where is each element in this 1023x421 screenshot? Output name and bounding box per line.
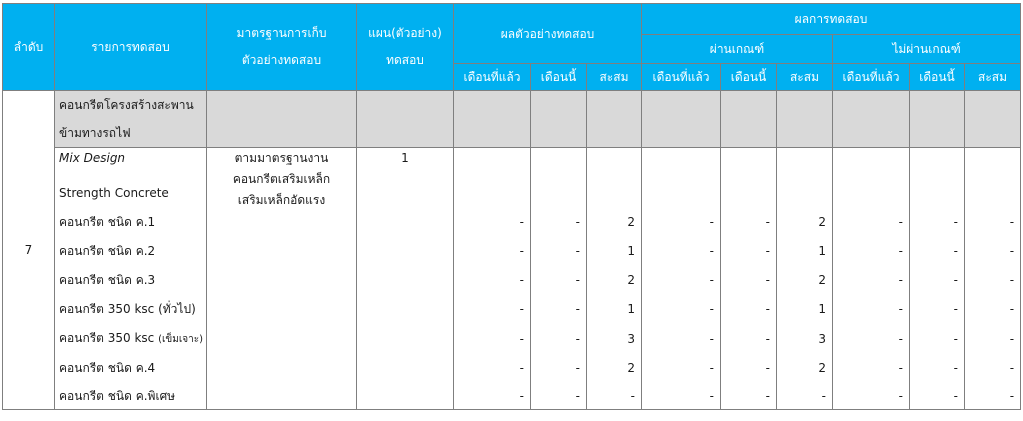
pass-this-month: -	[721, 324, 777, 354]
fail-this-month: -	[910, 324, 965, 354]
fail-prev-month: -	[833, 237, 910, 266]
row-name: คอนกรีต ชนิด ค.2	[55, 237, 207, 266]
header-fail-this-month: เดือนนี้	[910, 64, 965, 91]
fail-cumulative: -	[965, 208, 1021, 237]
category-label-line2: ข้ามทางรถไฟ	[59, 126, 131, 140]
fail-cumulative: -	[965, 324, 1021, 354]
row-name: คอนกรีต ชนิด ค.1	[55, 208, 207, 237]
samples-cumulative: -	[587, 383, 642, 410]
pass-this-month: -	[721, 295, 777, 324]
samples-cumulative: 2	[587, 208, 642, 237]
fail-cumulative: -	[965, 354, 1021, 383]
header-plan-line1: แผน(ตัวอย่าง)	[368, 26, 442, 40]
fail-prev-month: -	[833, 354, 910, 383]
fail-prev-month: -	[833, 383, 910, 410]
header-item: รายการทดสอบ	[55, 4, 207, 91]
row-name-suffix: (เข็มเจาะ)	[158, 334, 204, 345]
table-cell	[642, 169, 721, 179]
fail-this-month: -	[910, 295, 965, 324]
header-pass-cumulative: สะสม	[777, 64, 833, 91]
samples-prev-month: -	[454, 383, 531, 410]
category-label	[55, 91, 207, 148]
category-cell	[721, 91, 777, 148]
table-cell	[721, 148, 777, 170]
samples-prev-month: -	[454, 208, 531, 237]
samples-this-month: -	[531, 208, 587, 237]
header-samples-cumulative: สะสม	[587, 64, 642, 91]
table-row	[3, 383, 1021, 410]
table-cell	[777, 169, 833, 179]
pass-this-month: -	[721, 237, 777, 266]
pass-prev-month: -	[642, 383, 721, 410]
header-fail-prev-month: เดือนที่แล้ว	[833, 64, 910, 91]
table-cell	[910, 148, 965, 170]
samples-this-month: -	[531, 354, 587, 383]
table-cell	[833, 169, 910, 179]
category-cell	[454, 91, 531, 148]
table-cell	[587, 169, 642, 179]
pass-cumulative: 2	[777, 208, 833, 237]
table-cell	[454, 169, 531, 179]
table-cell	[531, 148, 587, 170]
samples-this-month: -	[531, 237, 587, 266]
category-cell	[357, 91, 454, 148]
fail-prev-month: -	[833, 208, 910, 237]
pass-prev-month: -	[642, 354, 721, 383]
row-name-main: คอนกรีต 350 ksc	[59, 331, 155, 345]
pass-cumulative: 1	[777, 237, 833, 266]
pass-this-month: -	[721, 354, 777, 383]
category-row	[3, 91, 1021, 148]
category-cell	[777, 91, 833, 148]
row-name: คอนกรีต ชนิด ค.3	[55, 266, 207, 295]
category-label-line1: คอนกรีตโครงสร้างสะพาน	[59, 98, 194, 112]
row-name: คอนกรีต ชนิด ค.พิเศษ	[55, 383, 207, 410]
samples-cumulative: 3	[587, 324, 642, 354]
fail-this-month: -	[910, 383, 965, 410]
table-cell	[531, 179, 587, 208]
table-row	[3, 354, 1021, 383]
category-cell	[587, 91, 642, 148]
header-samples-this-month: เดือนนี้	[531, 64, 587, 91]
header-pass: ผ่านเกณฑ์	[642, 35, 833, 64]
fail-this-month: -	[910, 208, 965, 237]
header-seq: ลำดับ	[3, 4, 55, 91]
table-cell	[777, 179, 833, 208]
table-cell	[910, 169, 965, 179]
category-cell	[833, 91, 910, 148]
table-row	[3, 179, 1021, 208]
table-cell	[833, 148, 910, 170]
mix-design-label: Mix Design	[55, 148, 207, 170]
fail-this-month: -	[910, 354, 965, 383]
fail-prev-month: -	[833, 324, 910, 354]
samples-prev-month: -	[454, 354, 531, 383]
samples-prev-month: -	[454, 237, 531, 266]
row-name	[55, 324, 207, 354]
row-name: คอนกรีต ชนิด ค.4	[55, 354, 207, 383]
header-pass-prev-month: เดือนที่แล้ว	[642, 64, 721, 91]
table-cell	[833, 179, 910, 208]
pass-cumulative: 3	[777, 324, 833, 354]
samples-cumulative: 2	[587, 354, 642, 383]
header-standard	[207, 4, 357, 91]
row-name: คอนกรีต 350 ksc (ทั่วไป)	[55, 295, 207, 324]
pass-prev-month: -	[642, 208, 721, 237]
table-cell	[587, 179, 642, 208]
samples-prev-month: -	[454, 324, 531, 354]
table-cell	[587, 148, 642, 170]
fail-this-month: -	[910, 266, 965, 295]
pass-cumulative: 2	[777, 266, 833, 295]
section-seq: 7	[3, 91, 55, 410]
section-standard	[207, 148, 357, 410]
pass-prev-month: -	[642, 266, 721, 295]
fail-cumulative: -	[965, 266, 1021, 295]
table-cell	[55, 169, 207, 179]
fail-this-month: -	[910, 237, 965, 266]
table-row	[3, 295, 1021, 324]
section-standard-line3: เสริมเหล็กอัดแรง	[237, 193, 326, 207]
table-row	[3, 237, 1021, 266]
table-cell	[777, 148, 833, 170]
header-plan-line2: ทดสอบ	[386, 53, 424, 67]
category-cell	[965, 91, 1021, 148]
table-cell	[910, 179, 965, 208]
samples-prev-month: -	[454, 266, 531, 295]
samples-this-month: -	[531, 266, 587, 295]
pass-cumulative: 1	[777, 295, 833, 324]
table-row	[3, 324, 1021, 354]
table-cell	[642, 179, 721, 208]
samples-this-month: -	[531, 324, 587, 354]
header-plan	[357, 4, 454, 91]
samples-cumulative: 1	[587, 237, 642, 266]
pass-this-month: -	[721, 266, 777, 295]
table-cell	[721, 179, 777, 208]
header-standard-line2: ตัวอย่างทดสอบ	[241, 53, 322, 67]
samples-this-month: -	[531, 383, 587, 410]
pass-prev-month: -	[642, 324, 721, 354]
pass-this-month: -	[721, 383, 777, 410]
section-standard-line2: คอนกรีตเสริมเหล็ก	[232, 172, 331, 186]
header-results: ผลการทดสอบ	[642, 4, 1021, 35]
table-cell	[454, 179, 531, 208]
header-standard-line1: มาตรฐานการเก็บ	[236, 26, 327, 40]
header-fail: ไม่ผ่านเกณฑ์	[833, 35, 1021, 64]
header-samples-prev-month: เดือนที่แล้ว	[454, 64, 531, 91]
pass-this-month: -	[721, 208, 777, 237]
table-cell	[965, 148, 1021, 170]
table-row	[3, 266, 1021, 295]
table-cell	[454, 148, 531, 170]
fail-cumulative: -	[965, 295, 1021, 324]
table-cell	[721, 169, 777, 179]
table-cell	[642, 148, 721, 170]
pass-cumulative: 2	[777, 354, 833, 383]
header-samples: ผลตัวอย่างทดสอบ	[454, 4, 642, 64]
samples-cumulative: 2	[587, 266, 642, 295]
samples-this-month: -	[531, 295, 587, 324]
fail-prev-month: -	[833, 295, 910, 324]
header-pass-this-month: เดือนนี้	[721, 64, 777, 91]
table-cell	[965, 169, 1021, 179]
pass-cumulative: -	[777, 383, 833, 410]
section-standard-line1: ตามมาตรฐานงาน	[234, 151, 329, 165]
header-fail-cumulative: สะสม	[965, 64, 1021, 91]
table-cell	[531, 169, 587, 179]
subheading-label: Strength Concrete	[55, 179, 207, 208]
samples-prev-month: -	[454, 295, 531, 324]
pass-prev-month: -	[642, 237, 721, 266]
category-cell	[642, 91, 721, 148]
pass-prev-month: -	[642, 295, 721, 324]
table-cell	[965, 179, 1021, 208]
category-cell	[207, 91, 357, 148]
category-cell	[910, 91, 965, 148]
category-cell	[531, 91, 587, 148]
test-results-table	[2, 3, 1021, 410]
fail-cumulative: -	[965, 237, 1021, 266]
table-row	[3, 169, 1021, 179]
section-plan: 1	[357, 148, 454, 410]
table-row	[3, 148, 1021, 170]
fail-prev-month: -	[833, 266, 910, 295]
fail-cumulative: -	[965, 383, 1021, 410]
table-row	[3, 208, 1021, 237]
samples-cumulative: 1	[587, 295, 642, 324]
